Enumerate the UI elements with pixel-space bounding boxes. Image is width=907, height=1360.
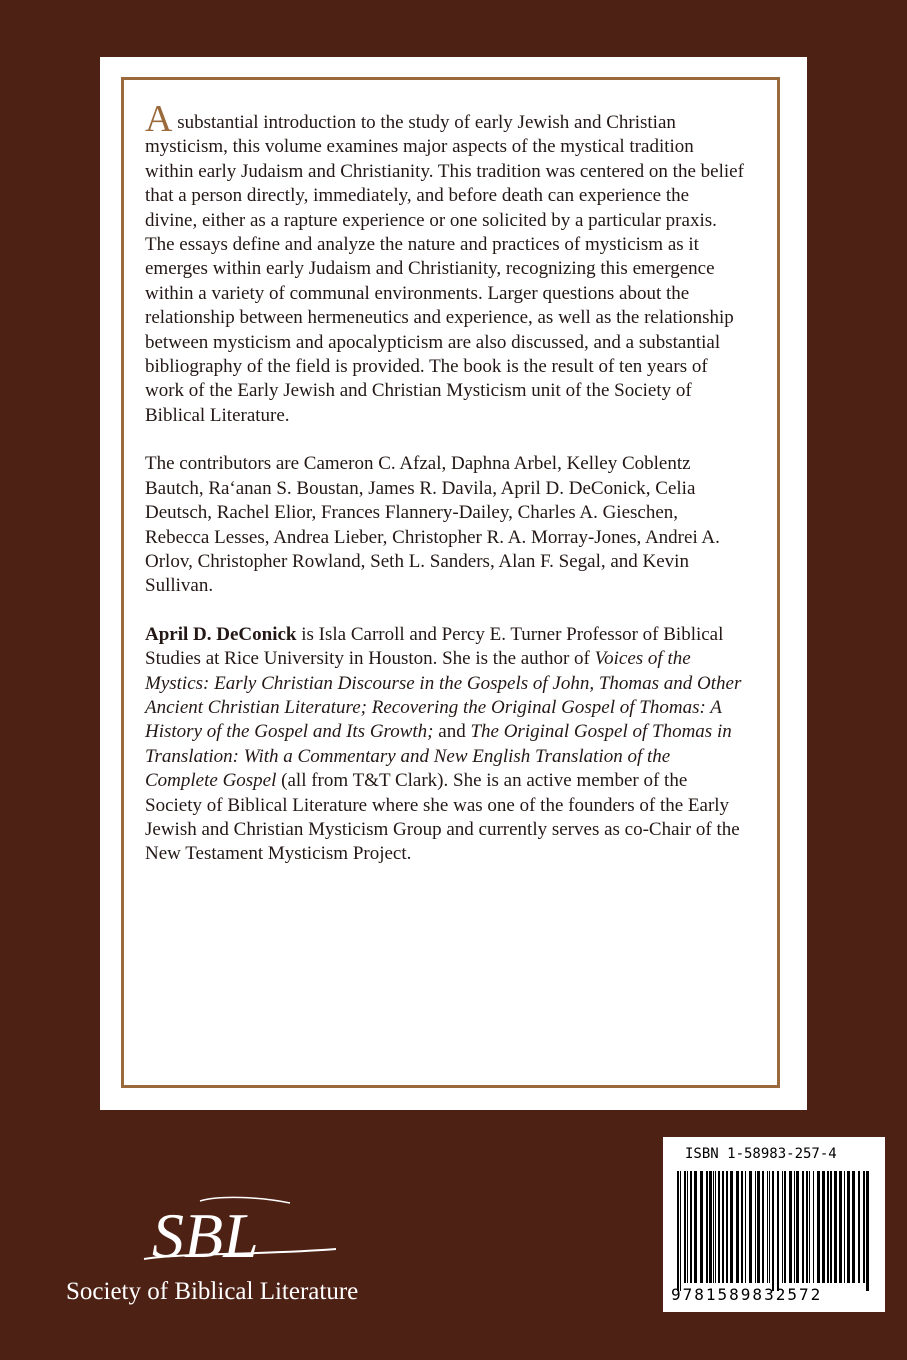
barcode-bar: [762, 1171, 764, 1283]
barcode-bar: [794, 1171, 795, 1283]
isbn-label: ISBN 1-58983-257-4: [685, 1146, 837, 1162]
barcode-bar: [817, 1171, 820, 1283]
barcode-bar: [713, 1171, 714, 1283]
barcode-bar: [741, 1171, 743, 1283]
barcode-bar: [736, 1171, 739, 1283]
barcode-bar: [858, 1171, 860, 1283]
barcode-bar: [687, 1171, 688, 1283]
barcode-bar: [718, 1171, 720, 1283]
author-bio-text-2: and: [433, 721, 471, 743]
barcode-bar: [745, 1171, 746, 1283]
contributors-paragraph: The contributors are Cameron C. Afzal, Daphna Arbel, Kelley Coblentz Bautch, Ra‘anan S. Boustan, James R. Davila, April D. DeConick, Celia Deutsch, Rachel Elior, Frances Flannery-Dailey, Charles A. Gieschen, Rebecca Lesses, Andrea Lieber, Christopher R. A. Morray-Jones, Andrei A. Orlov, Christopher Rowland, Seth L. Sanders, Alan F. Segal, and Kevin Sullivan.: [145, 453, 720, 597]
barcode-bar: [749, 1171, 752, 1283]
barcode-bar: [722, 1171, 724, 1283]
barcode-bar: [796, 1171, 799, 1283]
barcode-bar: [839, 1171, 842, 1283]
author-bio-text-1: is Isla Carroll and Percy E. Turner Professor of Biblical Studies at Rice University in Houston. She is the author of: [145, 623, 724, 670]
barcode-bar: [684, 1171, 686, 1283]
barcode-bar: [834, 1171, 837, 1283]
barcode-bar: [730, 1171, 733, 1283]
author-bio-paragraph: [145, 623, 745, 867]
sbl-logo-letters: SBL: [152, 1200, 259, 1271]
barcode-bar: [755, 1171, 756, 1283]
text-panel: [100, 57, 807, 1110]
description-text: substantial introduction to the study of early Jewish and Christian mysticism, this volume examines major aspects of the mystical tradition within early Judaism and Christianity. This tradition was centered on the belief that a person directly, immediately, and before death can experience the divine, either as a rapture experience or one solicited by a particular praxis. The essays define and analyze the nature and practices of mysticism as it emerges within early Judaism and Christianity, recognizing this emergence within a variety of communal environments. Larger questions about the relationship between hermeneutics and experience, as well as the relationship between mysticism and apocalypticism are also discussed, and a substantial bibliography of the field is provided. The book is the result of ten years of work of the Early Jewish and Christian Mysticism unit of the Society of Biblical Literature.: [145, 112, 744, 426]
barcode-bar: [830, 1171, 832, 1283]
barcode-bar: [822, 1171, 825, 1283]
isbn-digits: 9781589832572: [671, 1285, 823, 1304]
barcode-bar: [789, 1171, 792, 1283]
barcode-bars: [675, 1171, 875, 1291]
barcode-bar: [806, 1171, 808, 1283]
description-paragraph: [145, 98, 745, 428]
barcode-bar: [757, 1171, 760, 1283]
barcode-bar: [772, 1171, 774, 1291]
barcode-bar: [706, 1171, 708, 1283]
barcode-bar: [709, 1171, 712, 1283]
barcode-box: [663, 1137, 885, 1312]
barcode-bar: [782, 1171, 783, 1283]
barcode-bar: [769, 1171, 770, 1283]
barcode-bar: [767, 1171, 768, 1283]
barcode-bar: [863, 1171, 865, 1283]
barcode-bar: [802, 1171, 804, 1283]
sbl-logo: [140, 1193, 340, 1277]
barcode-bar: [694, 1171, 697, 1283]
drop-cap: A: [145, 98, 173, 140]
barcode-bar: [700, 1171, 703, 1283]
barcode-bar: [813, 1171, 814, 1283]
barcode-bar: [844, 1171, 845, 1283]
author-book-title-2: The Original Gospel of Thomas in Translation: With a Commentary and New English Translation of the Complete Gospel: [145, 721, 732, 792]
barcode-bar: [680, 1171, 681, 1291]
barcode-bar: [847, 1171, 850, 1283]
barcode-bar: [677, 1171, 679, 1291]
author-book-titles-1: Voices of the Mystics: Early Christian Discourse in the Gospels of John, Thomas and Other Ancient Christian Literature; Recovering the Original Gospel of Thomas: A History of the Gospel and Its Growth;: [145, 648, 742, 743]
barcode-bar: [827, 1171, 829, 1283]
publisher-name: Society of Biblical Literature: [66, 1278, 359, 1305]
barcode-bar: [809, 1171, 810, 1283]
barcode-bar: [784, 1171, 786, 1283]
back-cover-text: [145, 98, 745, 867]
barcode-bar: [777, 1171, 779, 1291]
barcode-bar: [715, 1171, 716, 1283]
barcode-bar: [866, 1171, 869, 1291]
barcode-bar: [690, 1171, 692, 1283]
barcode-bar: [726, 1171, 728, 1283]
author-name: April D. DeConick: [145, 623, 297, 645]
author-bio-text-3: (all from T&T Clark). She is an active member of the Society of Biblical Literature where she was one of the founders of the Early Jewish and Christian Mysticism Group and currently serves as co-Chair of the New Testament Mysticism Project.: [145, 770, 740, 865]
barcode-bar: [852, 1171, 855, 1283]
